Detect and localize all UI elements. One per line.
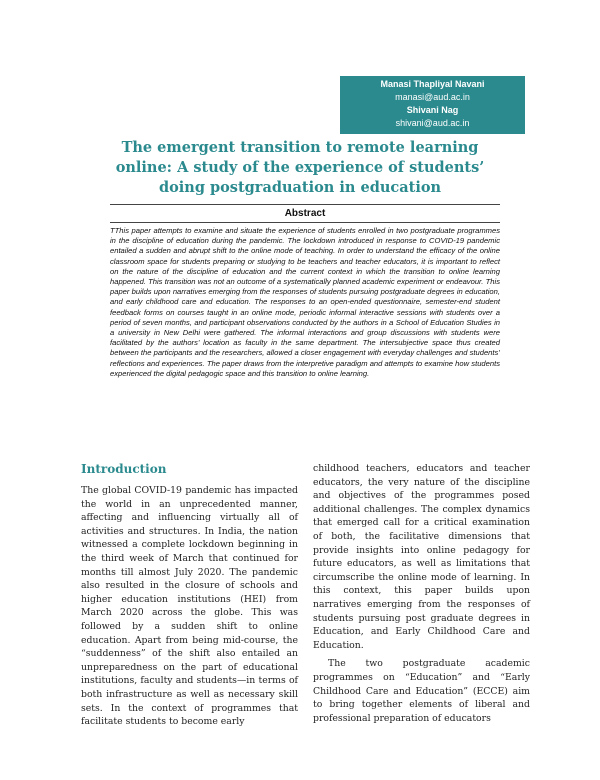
author-email[interactable]: shivani@aud.ac.in: [395, 118, 470, 128]
abstract-heading: Abstract: [284, 208, 326, 219]
introduction-heading: Introduction: [81, 462, 167, 476]
paper-title: The emergent transition to remote learning online: A study of the experience of students’ doing postgraduation in education: [115, 139, 485, 196]
author-name: Shivani Nag: [406, 105, 459, 115]
left-column: [81, 484, 298, 729]
author-name: Manasi Thapliyal Navani: [380, 79, 485, 89]
abstract-text: TThis paper attempts to examine and situate the experience of students enrolled in two postgraduate programmes in the discipline of education during the pandemic. The lockdown introduced in response to COVID-19 pandemic entailed a sudden and abrupt shift to the online mode of teaching. In order to understand the efficacy of the online classroom space for students preparing or studying to be teachers and teacher educators, it is important to reflect on the nature of the discipline of education and the current context in which the transition to online learning happened. This transition was not an outcome of a systematically planned academic experiment or endeavour. This paper builds upon narratives emerging from the responses of students pursuing postgraduate degrees in education, and early childhood care and education. The responses to an open-ended questionnaire, semester-end student feedback forms on courses taught in an online mode, periodic informal interactive sessions with students over a period of seven months, and participant observations conducted by the authors in a School of Education Studies in a university in New Delhi were gathered. The informal interactions and group discussions with students were facilitated by the authors’ location as faculty in the same department. The intersubjective space thus created between the participants and the researchers, allowed a closer engagement with everyday challenges and students’ reflections and experiences. The paper draws from the interpretive paradigm and attempts to examine how students experienced the digital pedagogic space and this transition to online learning.: [110, 226, 500, 378]
intro-paragraph-3: The two postgraduate academic programmes on “Education” and “Early Childhood Care and Education” (ECCE) aim to bring together elements of liberal and professional preparation of educators: [313, 658, 530, 724]
abstract-heading-rule: [110, 222, 500, 223]
author-email[interactable]: manasi@aud.ac.in: [395, 92, 470, 102]
intro-paragraph-1: The global COVID-19 pandemic has impacted the world in an unprecedented manner, affecting and influencing virtually all of activities and structures. In India, the nation witnessed a complete lockdown beginning in the third week of March that continued for months till almost July 2020. The pandemic also resulted in the closure of schools and higher education institutions (HEI) from March 2020 across the globe. This was followed by a sudden shift to online education. Apart from being mid-course, the “suddenness” of the shift also entailed an unpreparedness on the part of educational institutions, faculty and students—in terms of both infrastructure as well as necessary skill sets. In the context of programmes that facilitate students to become early: [81, 485, 298, 728]
right-column: [313, 462, 530, 725]
abstract-top-rule: [110, 204, 500, 205]
intro-paragraph-2: childhood teachers, educators and teacher educators, the very nature of the discipline and objectives of the programmes posed additional challenges. The complex dynamics that emerged call for a critical examination of both, the facilitative dimensions that provide insights into online pedagogy for future educators, as well as limitations that circumscribe the online mode of learning. In this context, this paper builds upon narratives emerging from the responses of students pursuing post graduate degrees in Education, and Early Childhood Care and Education.: [313, 463, 530, 651]
author-box: [340, 76, 525, 134]
